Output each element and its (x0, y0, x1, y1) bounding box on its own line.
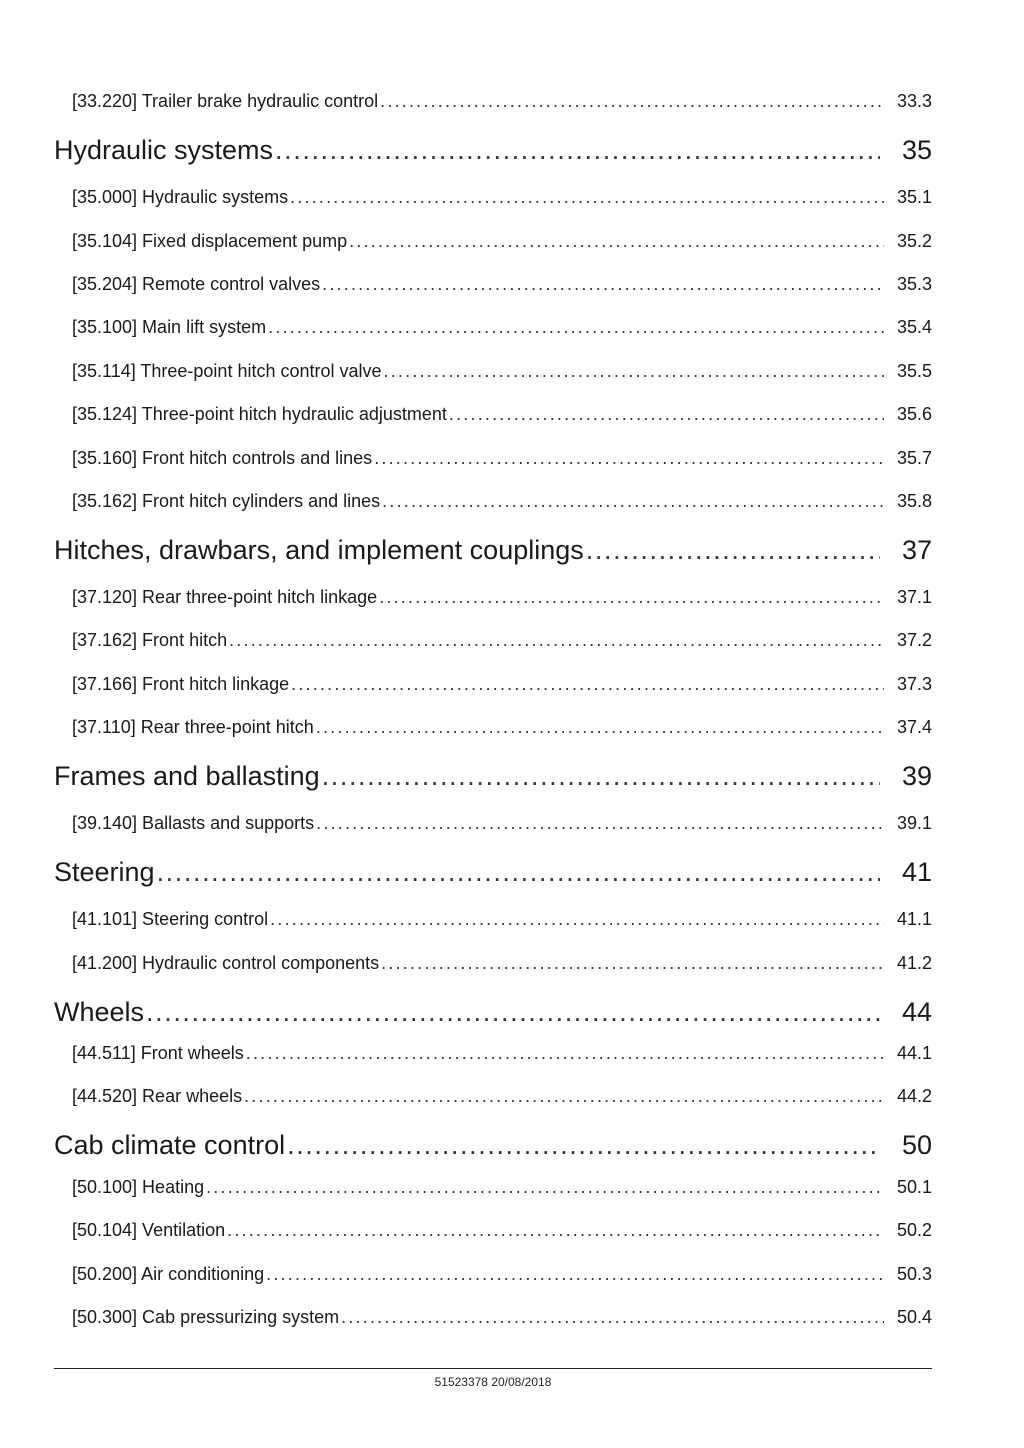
toc-section-heading[interactable] (54, 760, 932, 792)
toc-section-page: 35 (901, 135, 932, 165)
toc-entry[interactable] (72, 230, 932, 252)
toc-section-label: Cab climate control (54, 1130, 286, 1160)
toc-entry-label: [50.104] Ventilation (72, 1220, 226, 1240)
dot-leader (586, 534, 880, 566)
toc-entry[interactable] (72, 673, 932, 695)
toc-section-label: Wheels (54, 997, 145, 1027)
toc-entry-page: 50.2 (896, 1220, 932, 1240)
toc-entry-page: 41.2 (896, 953, 932, 973)
dot-leader (384, 360, 884, 382)
toc-entry-label: [35.114] Three-point hitch control valve (72, 361, 382, 381)
toc-entry-page: 44.2 (896, 1086, 932, 1106)
toc-entry[interactable] (72, 1306, 932, 1328)
toc-entry[interactable] (72, 447, 932, 469)
dot-leader (316, 812, 884, 834)
dot-leader (206, 1176, 884, 1198)
toc-entry-page: 35.1 (896, 187, 932, 207)
toc-section-heading[interactable] (54, 134, 932, 166)
toc-entry-page: 37.3 (896, 674, 932, 694)
footer-doc-ref: 51523378 20/08/2018 (434, 1375, 552, 1389)
dot-leader (322, 760, 880, 792)
toc-entry-label: [33.220] Trailer brake hydraulic control (72, 91, 379, 111)
toc-entry-label: [41.101] Steering control (72, 909, 269, 929)
toc-entry-label: [35.162] Front hitch cylinders and lines (72, 491, 381, 511)
toc-entry-page: 39.1 (896, 813, 932, 833)
toc-entry[interactable] (72, 186, 932, 208)
dot-leader (291, 673, 884, 695)
toc-section-label: Hydraulic systems (54, 135, 274, 165)
toc-entry[interactable] (72, 716, 932, 738)
toc-entry[interactable] (72, 629, 932, 651)
dot-leader (374, 447, 884, 469)
toc-entry-page: 50.4 (896, 1307, 932, 1327)
dot-leader (382, 490, 884, 512)
toc-section-page: 50 (901, 1130, 932, 1160)
toc-entry-page: 44.1 (896, 1043, 932, 1063)
dot-leader (379, 586, 884, 608)
toc-section-page: 41 (901, 857, 932, 887)
dot-leader (449, 403, 884, 425)
toc-section-page: 44 (901, 997, 932, 1027)
toc-section-heading[interactable] (54, 534, 932, 566)
dot-leader (229, 629, 884, 651)
toc-entry[interactable] (72, 90, 932, 112)
toc-section-page: 39 (901, 761, 932, 791)
toc-section-heading[interactable] (54, 996, 932, 1028)
dot-leader (268, 316, 884, 338)
toc-entry-label: [37.162] Front hitch (72, 630, 228, 650)
toc-entry-label: [35.124] Three-point hitch hydraulic adjustment (72, 404, 447, 424)
toc-section-heading[interactable] (54, 1129, 932, 1161)
dot-leader (380, 90, 884, 112)
dot-leader (316, 716, 884, 738)
dot-leader (244, 1085, 884, 1107)
dot-leader (227, 1219, 884, 1241)
toc-entry[interactable] (72, 586, 932, 608)
toc-entry-label: [44.511] Front wheels (72, 1043, 244, 1063)
toc-entry-page: 35.4 (896, 317, 932, 337)
toc-entry[interactable] (72, 812, 932, 834)
toc-entry-page: 35.7 (896, 448, 932, 468)
toc-entry-page: 35.3 (896, 274, 932, 294)
toc-entry-page: 50.3 (896, 1264, 932, 1284)
toc-entry-label: [37.110] Rear three-point hitch (72, 717, 314, 737)
toc-entry[interactable] (72, 1085, 932, 1107)
toc-entry-label: [35.160] Front hitch controls and lines (72, 448, 373, 468)
toc-section-label: Steering (54, 857, 155, 887)
toc-entry-label: [35.000] Hydraulic systems (72, 187, 289, 207)
toc-section-label: Hitches, drawbars, and implement couplings (54, 535, 584, 565)
toc-entry-label: [35.104] Fixed displacement pump (72, 231, 348, 251)
toc-entry-label: [35.204] Remote control valves (72, 274, 321, 294)
dot-leader (381, 952, 884, 974)
dot-leader (290, 186, 884, 208)
toc-entry-page: 35.8 (896, 491, 932, 511)
dot-leader (270, 908, 884, 930)
toc-entry[interactable] (72, 403, 932, 425)
toc-entry[interactable] (72, 273, 932, 295)
dot-leader (146, 996, 880, 1028)
toc-entry-label: [50.300] Cab pressurizing system (72, 1307, 340, 1327)
toc-entry[interactable] (72, 952, 932, 974)
toc-section-label: Frames and ballasting (54, 761, 320, 791)
toc-entry-page: 37.4 (896, 717, 932, 737)
dot-leader (266, 1263, 884, 1285)
toc-entry-label: [35.100] Main lift system (72, 317, 267, 337)
toc-entry-label: [39.140] Ballasts and supports (72, 813, 315, 833)
dot-leader (275, 134, 880, 166)
toc-entry-page: 33.3 (896, 91, 932, 111)
dot-leader (341, 1306, 884, 1328)
toc-entry-label: [44.520] Rear wheels (72, 1086, 243, 1106)
toc-entry-page: 35.6 (896, 404, 932, 424)
toc-entry[interactable] (72, 490, 932, 512)
dot-leader (246, 1042, 884, 1064)
toc-entry-label: [37.120] Rear three-point hitch linkage (72, 587, 378, 607)
dot-leader (287, 1129, 880, 1161)
dot-leader (349, 230, 884, 252)
toc-entry-page: 35.5 (896, 361, 932, 381)
toc-entry-label: [50.200] Air conditioning (72, 1264, 265, 1284)
toc-entry[interactable] (72, 316, 932, 338)
toc-entry-page: 35.2 (896, 231, 932, 251)
toc-entry[interactable] (72, 1042, 932, 1064)
dot-leader (157, 856, 880, 888)
toc-entry-page: 37.1 (896, 587, 932, 607)
toc-entry[interactable] (72, 1219, 932, 1241)
toc-entry-label: [37.166] Front hitch linkage (72, 674, 290, 694)
footer-divider (54, 1368, 932, 1369)
toc-entry-label: [50.100] Heating (72, 1177, 205, 1197)
toc-entry[interactable] (72, 360, 932, 382)
toc-entry[interactable] (72, 1176, 932, 1198)
toc-entry-page: 37.2 (896, 630, 932, 650)
toc-entry-page: 50.1 (896, 1177, 932, 1197)
toc-entry-page: 41.1 (896, 909, 932, 929)
toc-entry[interactable] (72, 1263, 932, 1285)
toc-entry-label: [41.200] Hydraulic control components (72, 953, 380, 973)
dot-leader (322, 273, 884, 295)
toc-section-heading[interactable] (54, 856, 932, 888)
toc-entry[interactable] (72, 908, 932, 930)
toc-section-page: 37 (901, 535, 932, 565)
